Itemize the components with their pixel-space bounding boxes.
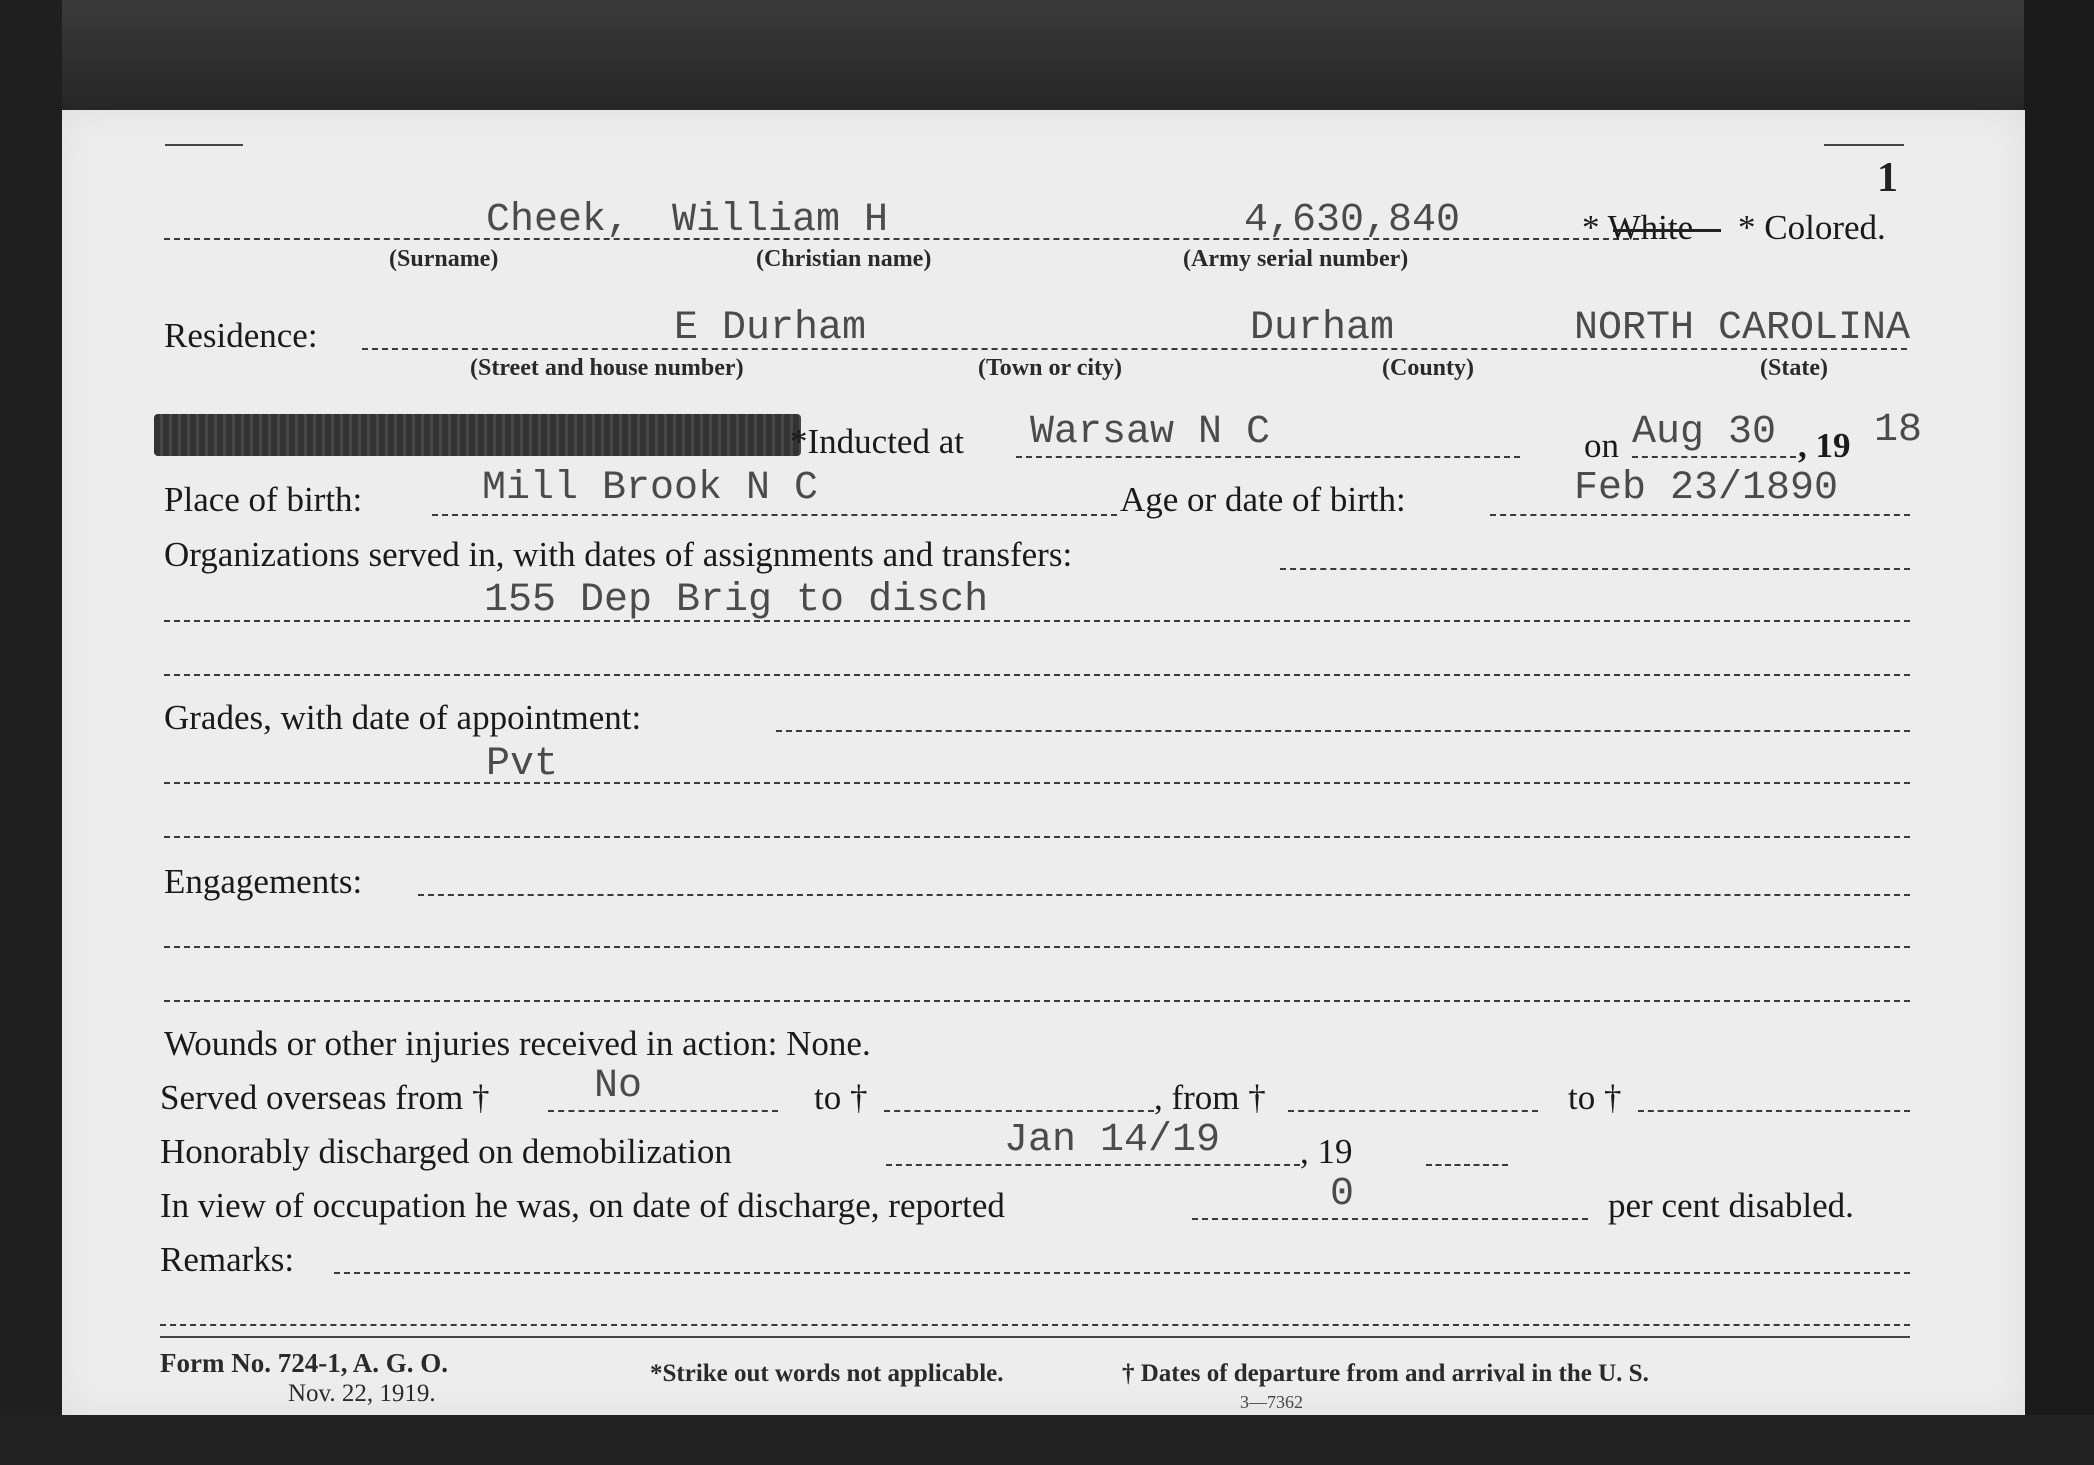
card-number: 1 xyxy=(1877,155,1898,201)
serial-number-value: 4,630,840 xyxy=(1244,198,1461,243)
street-caption: (Street and house number) xyxy=(470,355,744,381)
form-date: Nov. 22, 1919. xyxy=(288,1380,436,1407)
disability-line xyxy=(1192,1218,1588,1220)
residence-label: Residence: xyxy=(164,316,318,355)
birth-date-line xyxy=(1490,514,1910,516)
race-white-strikeout xyxy=(1613,229,1721,232)
birth-place-value: Mill Brook N C xyxy=(482,466,819,511)
overseas-to-label-2: to † xyxy=(1568,1078,1622,1117)
grade-value: Pvt xyxy=(486,742,559,787)
corner-mark-right xyxy=(1824,144,1904,146)
overseas-to-label-1: to † xyxy=(814,1078,868,1117)
discharged-label: Honorably discharged on demobilization xyxy=(160,1132,732,1171)
grades-line-1 xyxy=(776,730,1910,732)
organizations-line-2 xyxy=(164,620,1910,622)
engagements-line-3 xyxy=(164,1000,1910,1002)
strike-note: *Strike out words not applicable. xyxy=(650,1360,1004,1387)
disability-value: 0 xyxy=(1330,1172,1355,1217)
christian-name-caption: (Christian name) xyxy=(756,246,932,272)
engagements-label: Engagements: xyxy=(164,862,363,901)
overseas-to-line-1 xyxy=(884,1110,1154,1112)
disability-label: In view of occupation he was, on date of discharge, reported xyxy=(160,1186,1005,1225)
organizations-line-1 xyxy=(1280,568,1910,570)
enlisted-redaction-mark xyxy=(154,414,801,456)
organization-value: 155 Dep Brig to disch xyxy=(484,578,989,623)
inducted-label: *Inducted at xyxy=(790,422,964,461)
race-white-option: * White xyxy=(1582,208,1694,247)
age-label: Age or date of birth: xyxy=(1120,480,1406,519)
town-caption: (Town or city) xyxy=(978,355,1122,381)
remarks-line-2 xyxy=(160,1324,1910,1326)
county-caption: (County) xyxy=(1382,355,1475,381)
christian-name-value: William H xyxy=(672,198,889,243)
race-colored-option: * Colored. xyxy=(1738,208,1886,247)
scan-background-bottom xyxy=(0,1415,2094,1465)
inducted-date-value: Aug 30 xyxy=(1632,410,1777,455)
street-value: E Durham xyxy=(674,306,867,351)
overseas-from-line-2 xyxy=(1288,1110,1538,1112)
inducted-place-value: Warsaw N C xyxy=(1030,410,1271,455)
corner-mark-left xyxy=(165,144,243,146)
organizations-label: Organizations served in, with dates of assignments and transfers: xyxy=(164,535,1073,574)
serial-number-caption: (Army serial number) xyxy=(1183,246,1409,272)
inducted-date-line xyxy=(1632,456,1796,458)
organizations-line-3 xyxy=(164,674,1910,676)
discharged-year-line xyxy=(1426,1164,1508,1166)
disability-suffix: per cent disabled. xyxy=(1608,1186,1854,1225)
state-caption: (State) xyxy=(1760,355,1828,381)
grades-line-2 xyxy=(164,782,1910,784)
birth-date-value: Feb 23/1890 xyxy=(1574,466,1839,511)
overseas-from-line-1 xyxy=(548,1110,778,1112)
inducted-place-line xyxy=(1016,456,1520,458)
scan-background-left xyxy=(0,0,62,1465)
overseas-label: Served overseas from † xyxy=(160,1078,490,1117)
wounds-label: Wounds or other injuries received in action: None. xyxy=(164,1024,871,1063)
remarks-label: Remarks: xyxy=(160,1240,295,1279)
county-value: Durham xyxy=(1250,306,1395,351)
inducted-year-value: 18 xyxy=(1874,408,1923,453)
dates-note: † Dates of departure from and arrival in the U. S. xyxy=(1122,1360,1649,1387)
form-number: Form No. 724-1, A. G. O. xyxy=(160,1348,448,1378)
overseas-from-label-2: , from † xyxy=(1154,1078,1266,1117)
birth-place-line xyxy=(432,514,1117,516)
footer-rule xyxy=(160,1336,1910,1338)
service-record-card xyxy=(62,110,2025,1415)
grades-line-3 xyxy=(164,836,1910,838)
grades-label: Grades, with date of appointment: xyxy=(164,698,642,737)
discharged-date-value: Jan 14/19 xyxy=(1004,1118,1221,1163)
scan-background-right xyxy=(2024,0,2094,1465)
inducted-on-label: on xyxy=(1584,426,1619,465)
discharged-date-line xyxy=(886,1164,1300,1166)
surname-value: Cheek, xyxy=(486,198,631,243)
remarks-line-1 xyxy=(334,1272,1910,1274)
engagements-line-1 xyxy=(418,894,1910,896)
inducted-year-prefix: , 19 xyxy=(1798,426,1851,465)
state-value: NORTH CAROLINA xyxy=(1574,306,1911,351)
overseas-value: No xyxy=(594,1064,643,1109)
surname-caption: (Surname) xyxy=(389,246,499,272)
overseas-to-line-2 xyxy=(1638,1110,1910,1112)
scan-background-top xyxy=(0,0,2094,110)
discharged-year-label: , 19 xyxy=(1300,1132,1353,1171)
printer-code: 3—7362 xyxy=(1240,1392,1303,1412)
birth-place-label: Place of birth: xyxy=(164,480,363,519)
engagements-line-2 xyxy=(164,946,1910,948)
